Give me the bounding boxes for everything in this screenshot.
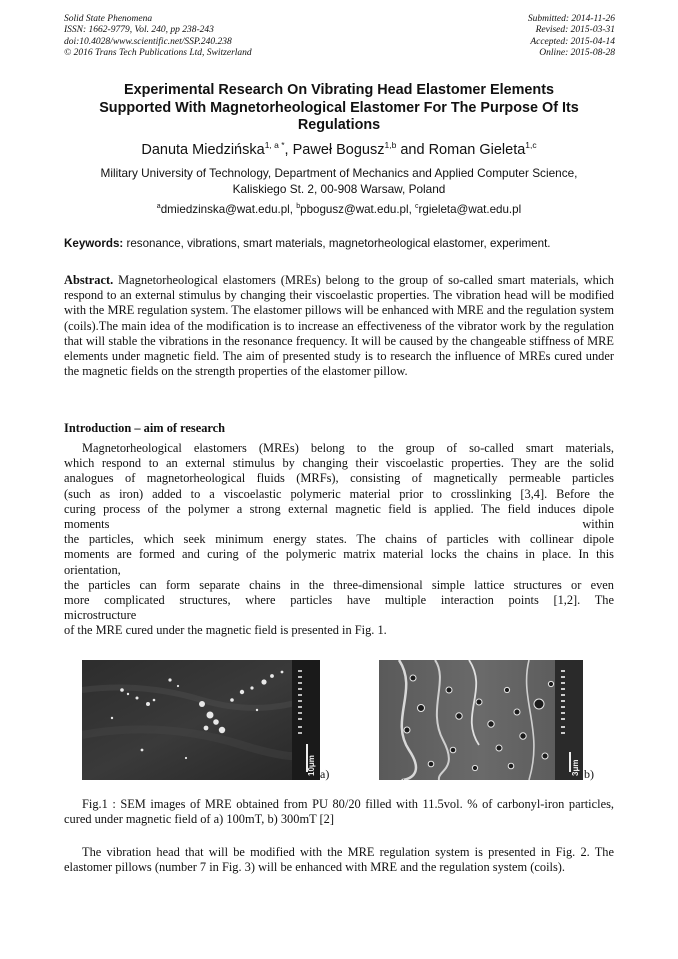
abstract [64,273,614,379]
sem-micrograph-a [82,660,320,780]
author-emails [64,203,614,216]
date-revised: Revised: 2015-03-31 [535,25,615,36]
author-affiliation-mark: 1, a * [264,140,285,150]
author-affiliation-mark: 1,b [384,140,397,150]
email-mark: a [156,203,161,210]
keywords-text: resonance, vibrations, smart materials, magnetorheological elastomer, experiment. [123,237,551,250]
figure-caption: Fig.1 : SEM images of MRE obtained from PU 80/20 filled with 11.5vol. % of carbonyl-iron particles, cured under magnetic field of a) 100mT, b) 300mT [2] [64,797,614,827]
email-mark: b [296,203,301,210]
affiliation-line-1: Military University of Technology, Department of Mechanics and Applied Computer Science, [100,166,578,180]
intro-line: (such as iron) added to a viscoelastic polymeric material prior to crosslinking [3,4]. Before the [64,486,614,501]
intro-line: moments within [64,516,614,531]
intro-line: curing process of the polymer a strong external magnetic field is applied. The field induces dipole [64,501,614,516]
closing-paragraph: The vibration head that will be modified with the MRE regulation system is presented in Fig. 2. The elastomer pillows (number 7 in Fig. 3) will be enhanced with MRE and the regulation system (coils). [64,845,614,875]
author-affiliation-mark: 1,c [525,140,537,150]
date-online: Online: 2015-08-28 [539,47,615,58]
author-name: Roman Gieleta [428,142,526,158]
author-list [64,142,614,158]
journal-name: Solid State Phenomena [64,14,153,24]
journal-issn: ISSN: 1662-9779, Vol. 240, pp 238-243 [64,25,214,36]
intro-line: orientation, [64,562,121,577]
scale-bar-label-b: 3μm [571,759,580,776]
email-address[interactable]: pbogusz@wat.edu.pl, [300,203,416,216]
abstract-text: Magnetorheological elastomers (MREs) belong to the group of so-called smart materials, which respond to an external stimulus by changing their viscoelastic properties. The vibration head will be modified with the MRE regulation system. The elastomer pillows will be enhanced with MRE and the regulation system (coils).The main idea of the modification is to increase an effectiveness of the vibrator work by the regulation that will stable the vibrations in the resonance frequency. It will be caused by the changeable stiffness of MRE elements under magnetic field. The aim of presented study is to research the influence of MREs cured under the magnetic fields on the strength properties of the elastomer pillow. [64,273,614,379]
email-address[interactable]: rgieleta@wat.edu.pl [418,203,522,216]
scale-bar-label-a: 10μm [307,755,316,776]
intro-line: moments are formed and curing of the polymeric matrix material locks the chains in place. In this [64,547,614,562]
title-line-2: Supported With Magnetorheological Elastomer For The Purpose Of Its [99,99,579,116]
abstract-label: Abstract. [64,273,114,287]
date-accepted: Accepted: 2015-04-14 [530,36,615,47]
intro-paragraph [64,441,614,638]
sem-micrograph-b [379,660,583,780]
author-separator: and [396,142,429,158]
intro-line: of the MRE cured under the magnetic field is presented in Fig. 1. [64,623,387,638]
intro-line: analogues of magnetorheological fluids (MRFs), consisting of magnetically permeable particles [64,471,614,486]
intro-line: which respond to an external stimulus by changing their viscoelastic properties. They are the solid [64,456,614,471]
affiliation [64,166,614,197]
intro-line: more complicated structures, where particles have multiple interaction points [1,2]. The [64,592,614,607]
author-name: Paweł Bogusz [292,142,385,158]
submission-dates [528,14,615,59]
date-submitted: Submitted: 2014-11-26 [527,14,615,24]
paper-title [64,82,614,135]
author-separator: , [284,142,293,158]
intro-line: microstructure [64,608,137,623]
section-heading: Introduction – aim of research [64,421,226,435]
affiliation-line-2: Kaliskiego St. 2, 00-908 Warsaw, Poland [232,181,446,196]
figure-panel-label: a) [320,767,330,781]
title-line-3: Regulations [297,117,381,134]
journal-doi: doi:10.4028/www.scientific.net/SSP.240.238 [64,36,232,47]
journal-info [64,14,252,59]
email-address[interactable]: dmiedzinska@wat.edu.pl, [160,203,297,216]
sem-image-a [82,660,320,780]
intro-line: the particles can form separate chains in the three-dimensional simple lattice structures or even [64,577,614,592]
journal-copyright: © 2016 Trans Tech Publications Ltd, Switzerland [64,47,252,58]
intro-line: Magnetorheological elastomers (MREs) belong to the group of so-called smart materials, [82,441,614,455]
author-name: Danuta Miedzińska [141,142,265,158]
keywords-label: Keywords: [64,237,124,250]
figure-panel-label: b) [584,767,594,781]
sem-image-b [379,660,583,780]
intro-line: the particles, which seek minimum energy states. The chains of particles with collinear dipole [64,532,614,547]
title-line-1: Experimental Research On Vibrating Head Elastomer Elements [123,82,554,98]
email-mark: c [415,203,419,210]
keywords [64,237,614,250]
